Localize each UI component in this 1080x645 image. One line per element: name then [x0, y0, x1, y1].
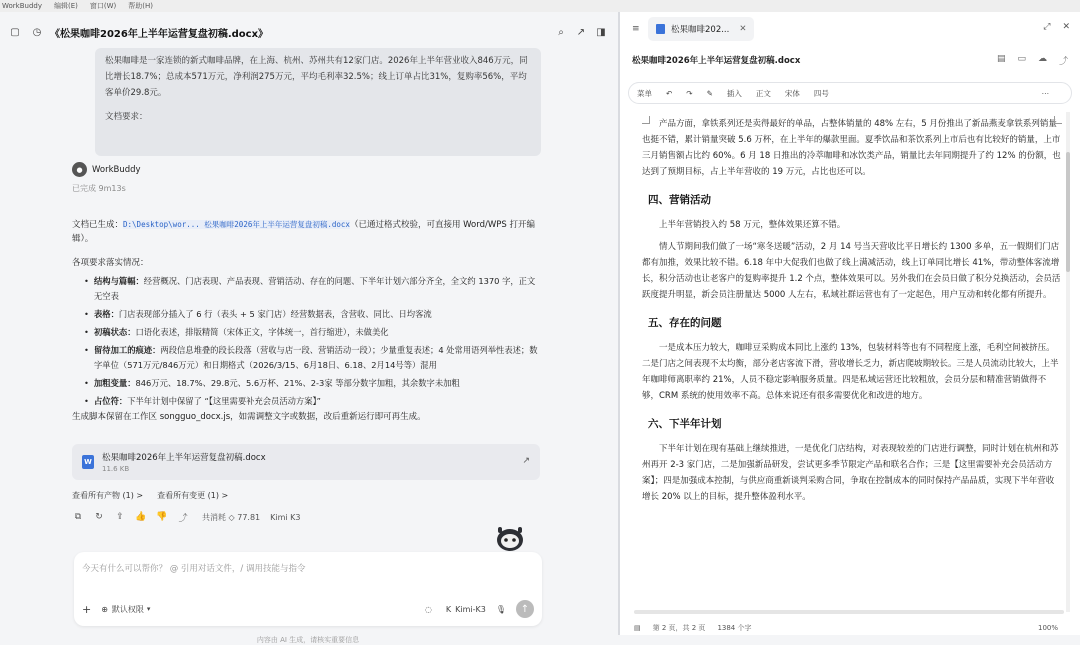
user-message [95, 48, 541, 156]
file-name: 松果咖啡2026年上半年运营复盘初稿.docx [102, 453, 266, 463]
thumbs-up-icon[interactable]: 👍 [135, 512, 147, 522]
sidebar-toggle-icon[interactable]: ▢ [10, 26, 20, 38]
agent-header [72, 162, 141, 177]
bullet-label: 留待加工的痕迹： [94, 345, 161, 355]
panel-toggle-icon[interactable]: ◨ [596, 26, 606, 38]
cloud-icon[interactable]: ☁ [1037, 54, 1047, 64]
message-actions [72, 511, 301, 523]
menu-icon[interactable]: ≡ [632, 24, 640, 34]
generated-line [72, 218, 542, 246]
copy-icon[interactable]: ⧉ [74, 512, 82, 522]
scrollbar-thumb[interactable] [1066, 152, 1070, 272]
menu-help[interactable]: 帮助(H) [128, 2, 154, 10]
bullet-label: 占位符： [94, 396, 128, 406]
crop-mark [642, 116, 650, 124]
crop-mark [1054, 116, 1062, 124]
share-doc-icon[interactable]: ⤴ [1058, 57, 1068, 67]
share-message-icon[interactable]: ⤴ [178, 513, 188, 524]
format-painter-icon[interactable]: ✎ [706, 88, 713, 98]
expand-icon[interactable]: ⤢ [1043, 22, 1051, 32]
close-pane-icon[interactable]: ✕ [1062, 22, 1070, 32]
view-changes-link[interactable]: 查看所有变更 (1) > [157, 491, 229, 500]
chat-title-bar [0, 20, 616, 44]
doc-paragraph: 一是成本压力较大，咖啡豆采购成本同比上涨约 13%，包装材料等也有不同程度上涨，毛利空间被挤压。二是门店之间表现不太均衡，部分老店客流下滑，营收增长乏力，新店爬坡期较长。三是人员流动比较大，上半年咖啡师离职率约 21%，人员不稳定影响服务质量。四是私域运营还比较粗放，会员分层和精准营销做得不够，CRM 系统的使用效率不高。总体来说还有很多需要优化和改进的地方。 [642, 343, 1059, 401]
menu-edit[interactable]: 编辑(E) [54, 2, 78, 10]
list-item [84, 307, 542, 322]
menu-bar [0, 0, 1080, 12]
horizontal-scrollbar[interactable] [634, 610, 1064, 614]
permission-select[interactable]: 默认权限 [111, 604, 144, 614]
doc-paragraph: 上半年营销投入约 58 万元，整体效果还算不错。 [659, 220, 846, 230]
share-icon[interactable]: ↗ [576, 26, 586, 38]
chat-title: 《松果咖啡2026年上半年运营复盘初稿.docx》 [50, 28, 269, 40]
page-indicator[interactable]: 第 2 页，共 2 页 [652, 624, 706, 632]
generated-path-link[interactable]: D:\Desktop\wor... 松果咖啡2026年上半年运营复盘初稿.docx [123, 220, 350, 229]
send-button[interactable]: ↑ [516, 600, 534, 618]
chat-pane [0, 12, 616, 644]
font-select[interactable]: 宋体 [784, 88, 800, 98]
usage-info: 共消耗 ◇ 77.81 [202, 512, 261, 522]
user-message-text: 松果咖啡是一家连锁的新式咖啡品牌，在上海、杭州、苏州共有12家门店。2026年上半年营业收入846万元，同比增长18.7%；总成本571万元，净利润275万元，平均毛利率32.5%；线上订单占比31%，复购率56%，平均客单价29.8元。 [105, 56, 528, 98]
microphone-icon[interactable]: 🎙 [495, 604, 506, 614]
bullet-label: 结构与篇幅： [94, 276, 144, 286]
word-file-icon [656, 24, 665, 34]
generated-prefix: 文档已生成： [72, 220, 124, 230]
bullet-label: 初稿状态： [94, 327, 136, 337]
more-icon[interactable]: ⋯ [1041, 88, 1049, 98]
editor-toolbar [628, 82, 1072, 104]
refresh-icon[interactable]: ↻ [95, 512, 103, 522]
document-page [642, 116, 1062, 606]
doc-paragraph: 下半年计划在现有基础上继续推进，一是优化门店结构，对表现较差的门店进行调整，同时计划在杭州和苏州再开 2-3 家门店，二是加强新品研发，尝试更多季节限定产品和联名合作；三是【这里需要补充会员活动方案】；四是加强成本控制，与供应商重新谈判采购合同，争取在控制成本的同时保持产品品质，实现下半年营收增长 20% 以上的目标，提升整体盈利水平。 [642, 444, 1059, 502]
outline-icon[interactable]: ▤ [634, 624, 641, 632]
open-external-icon[interactable]: ↗ [522, 456, 530, 466]
tab-label: 松果咖啡202... [671, 25, 730, 35]
requirements-list [84, 274, 542, 412]
artifact-links [72, 490, 242, 501]
disclaimer: 内容由 AI 生成，请核实重要信息 [256, 636, 360, 644]
model-icon: K [445, 604, 452, 614]
bullet-label: 加粗变量： [94, 378, 136, 388]
list-item [84, 274, 542, 304]
list-item [84, 325, 542, 340]
menu-app[interactable]: WorkBuddy [2, 2, 42, 10]
bullet-text: 经营概况、门店表现、产品表现、营销活动、存在的问题、下半年计划六部分齐全，全文约 1370 字，正文无空表 [94, 276, 536, 301]
export-icon[interactable]: ⇪ [116, 512, 124, 522]
search-icon[interactable]: ⌕ [558, 26, 564, 38]
toolbar-menu[interactable]: 菜单 [637, 88, 652, 98]
tab-bar [620, 12, 1080, 46]
file-card[interactable] [72, 444, 540, 480]
agent-avatar-icon: ● [72, 162, 87, 177]
doc-paragraph: 产品方面，拿铁系列还是卖得最好的单品，占整体销量的 48% 左右，5 月份推出了新品燕麦拿铁系列销量也挺不错，累计销量突破 5.6 万杯，在上半年的爆款里面。夏季饮品和茶饮系列上市后也有比较好的销量，上市三月销售额占比约 60%。6 月 18 日推出的冷萃咖啡和冰饮类产品，销量比去年同期提升了约 12% 的份额，也达到了预期目标，占上半年营收的 19 万元，占比也还可以。 [642, 119, 1061, 177]
list-item [84, 376, 542, 391]
history-icon[interactable]: ◷ [32, 26, 42, 38]
list-item [84, 343, 542, 373]
save-icon[interactable]: ▤ [996, 54, 1006, 64]
bullet-text: 门店表现部分插入了 6 行（表头 + 5 家门店）经营数据表，含营收、同比、日均客流 [118, 309, 432, 319]
folder-icon[interactable]: ▭ [1017, 54, 1026, 64]
thumbs-down-icon[interactable]: 👎 [156, 512, 168, 522]
doc-heading: 六、下半年计划 [648, 418, 722, 430]
status-bar [620, 621, 1080, 635]
chevron-down-icon: ▾ [146, 605, 151, 613]
bullet-text: 下半年计划中保留了 “【这里需要补充会员活动方案】” [127, 396, 321, 406]
doc-heading: 四、营销活动 [648, 194, 711, 206]
doc-paragraph: 情人节期间我们做了一场“寒冬送暖”活动，2 月 14 号当天营收比平日增长约 1300 多单，五一假期们门店都有加推，效果比较不错。6.18 年中大促我们也做了线上满减活动，线上订单同比增长 41%，带动整体客流增长，积分活动也让老客户的复购率提升 1.2 个点，整体效果可以。另外我们在会员日做了积分兑换活动，会员活跃度提升明显，新会员注册量达 5000 人左右，私域社群运营也有了一定起色，用户互动和转化都有所提升。 [642, 242, 1061, 300]
view-artifacts-link[interactable]: 查看所有产物 (1) > [72, 491, 144, 500]
toolbar-insert[interactable]: 插入 [726, 88, 742, 98]
add-icon[interactable]: + [82, 602, 92, 616]
redo-icon[interactable]: ↷ [686, 88, 693, 98]
tab-document[interactable] [648, 17, 754, 41]
word-count[interactable]: 1384 个字 [717, 624, 752, 632]
model-select[interactable]: Kimi-K3 [455, 604, 486, 614]
composer-input[interactable]: 今天有什么可以帮你？ @ 引用对话文件，/ 调用技能与指令 [82, 564, 306, 574]
generated-suffix: （已通过格式校验，可直接用 Word/WPS 打开编辑）。 [72, 220, 535, 244]
menu-window[interactable]: 窗口(W) [89, 2, 117, 10]
font-size-select[interactable]: 四号 [813, 88, 829, 98]
summary-heading: 各项要求落实情况： [72, 258, 149, 268]
vertical-scrollbar[interactable] [1066, 112, 1070, 612]
bullet-text: 口语化表述，排版精简（宋体正文，字体统一，首行缩进），未做美化 [135, 327, 389, 337]
document-title: 松果咖啡2026年上半年运营复盘初稿.docx [632, 56, 801, 66]
composer-toolbar [82, 600, 534, 618]
script-note: 生成脚本保留在工作区 songguo_docx.js，如需调整文字或数据，改后重新运行即可再生成。 [72, 412, 426, 422]
zoom-level[interactable]: 100% [1037, 624, 1058, 632]
file-size: 11.6 KB [102, 465, 130, 473]
style-select[interactable]: 正文 [755, 88, 771, 98]
list-item [84, 394, 542, 409]
document-pane [620, 12, 1080, 635]
completion-status[interactable]: 已完成 9m13s [72, 184, 126, 193]
mascot-icon [490, 524, 530, 554]
document-actions [985, 54, 1068, 67]
bullet-text: 846万元、18.7%、29.8元、5.6万杯、21%、2-3家 等部分数字加粗，其余数字未加粗 [135, 378, 460, 388]
word-file-icon: W [82, 455, 94, 469]
loading-icon: ◌ [424, 604, 432, 614]
composer [74, 552, 542, 626]
bullet-text: 两段信息堆叠的段长段落（营收与店一段、营销活动一段）；少量重复表述；4 处常用语列举性表述；数字单位（571万元/846万元）和日期格式（2026/3/15、6月18日、6.18、2月14号等）混用 [94, 345, 538, 370]
agent-name: WorkBuddy [92, 164, 141, 175]
doc-heading: 五、存在的问题 [648, 317, 722, 329]
permission-icon: ⊕ [101, 604, 108, 614]
user-message-requirements: 文档要求： [105, 112, 148, 122]
bullet-label: 表格： [94, 309, 119, 319]
model-tag: Kimi K3 [270, 512, 301, 522]
undo-icon[interactable]: ↶ [666, 88, 673, 98]
close-icon[interactable]: ✕ [739, 24, 747, 34]
window-controls [1031, 22, 1070, 32]
